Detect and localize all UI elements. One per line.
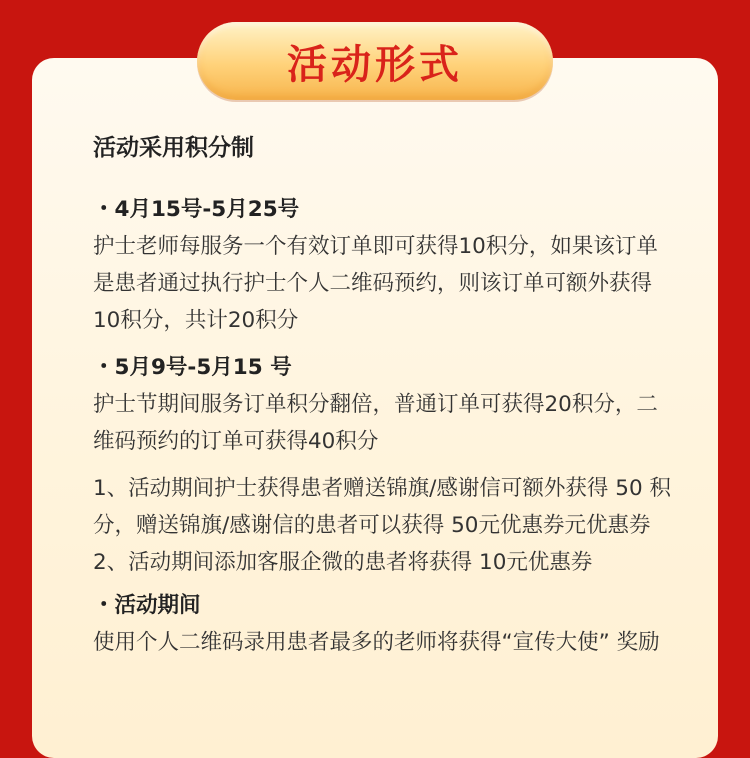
period1-text: 护士老师每服务一个有效订单即可获得10积分，如果该订单是患者通过执行护士个人二维码预约，则该订单可额外获得10积分，共计20积分 [93, 234, 658, 333]
period2-label: ・5月9号-5月15 号 [93, 355, 292, 380]
section-heading: 活动采用积分制 [93, 135, 254, 161]
period1-label: ・4月15号-5月25号 [93, 197, 300, 222]
rule-item-1: 1、活动期间护士获得患者赠送锦旗/感谢信可额外获得 50 积分，赠送锦旗/感谢信的患者可以获得 50元优惠券元优惠券 [93, 476, 671, 538]
period3-text: 使用个人二维码录用患者最多的老师将获得“宣传大使” 奖励 [93, 630, 660, 655]
section-title: 活动形式 [287, 41, 463, 88]
content-area [93, 125, 673, 661]
rule-item-2: 2、活动期间添加客服企微的患者将获得 10元优惠券 [93, 550, 593, 575]
title-banner [197, 22, 553, 100]
period2-text: 护士节期间服务订单积分翻倍，普通订单可获得20积分，二维码预约的订单可获得40积分 [93, 392, 658, 454]
period3-label: ・活动期间 [93, 593, 201, 618]
